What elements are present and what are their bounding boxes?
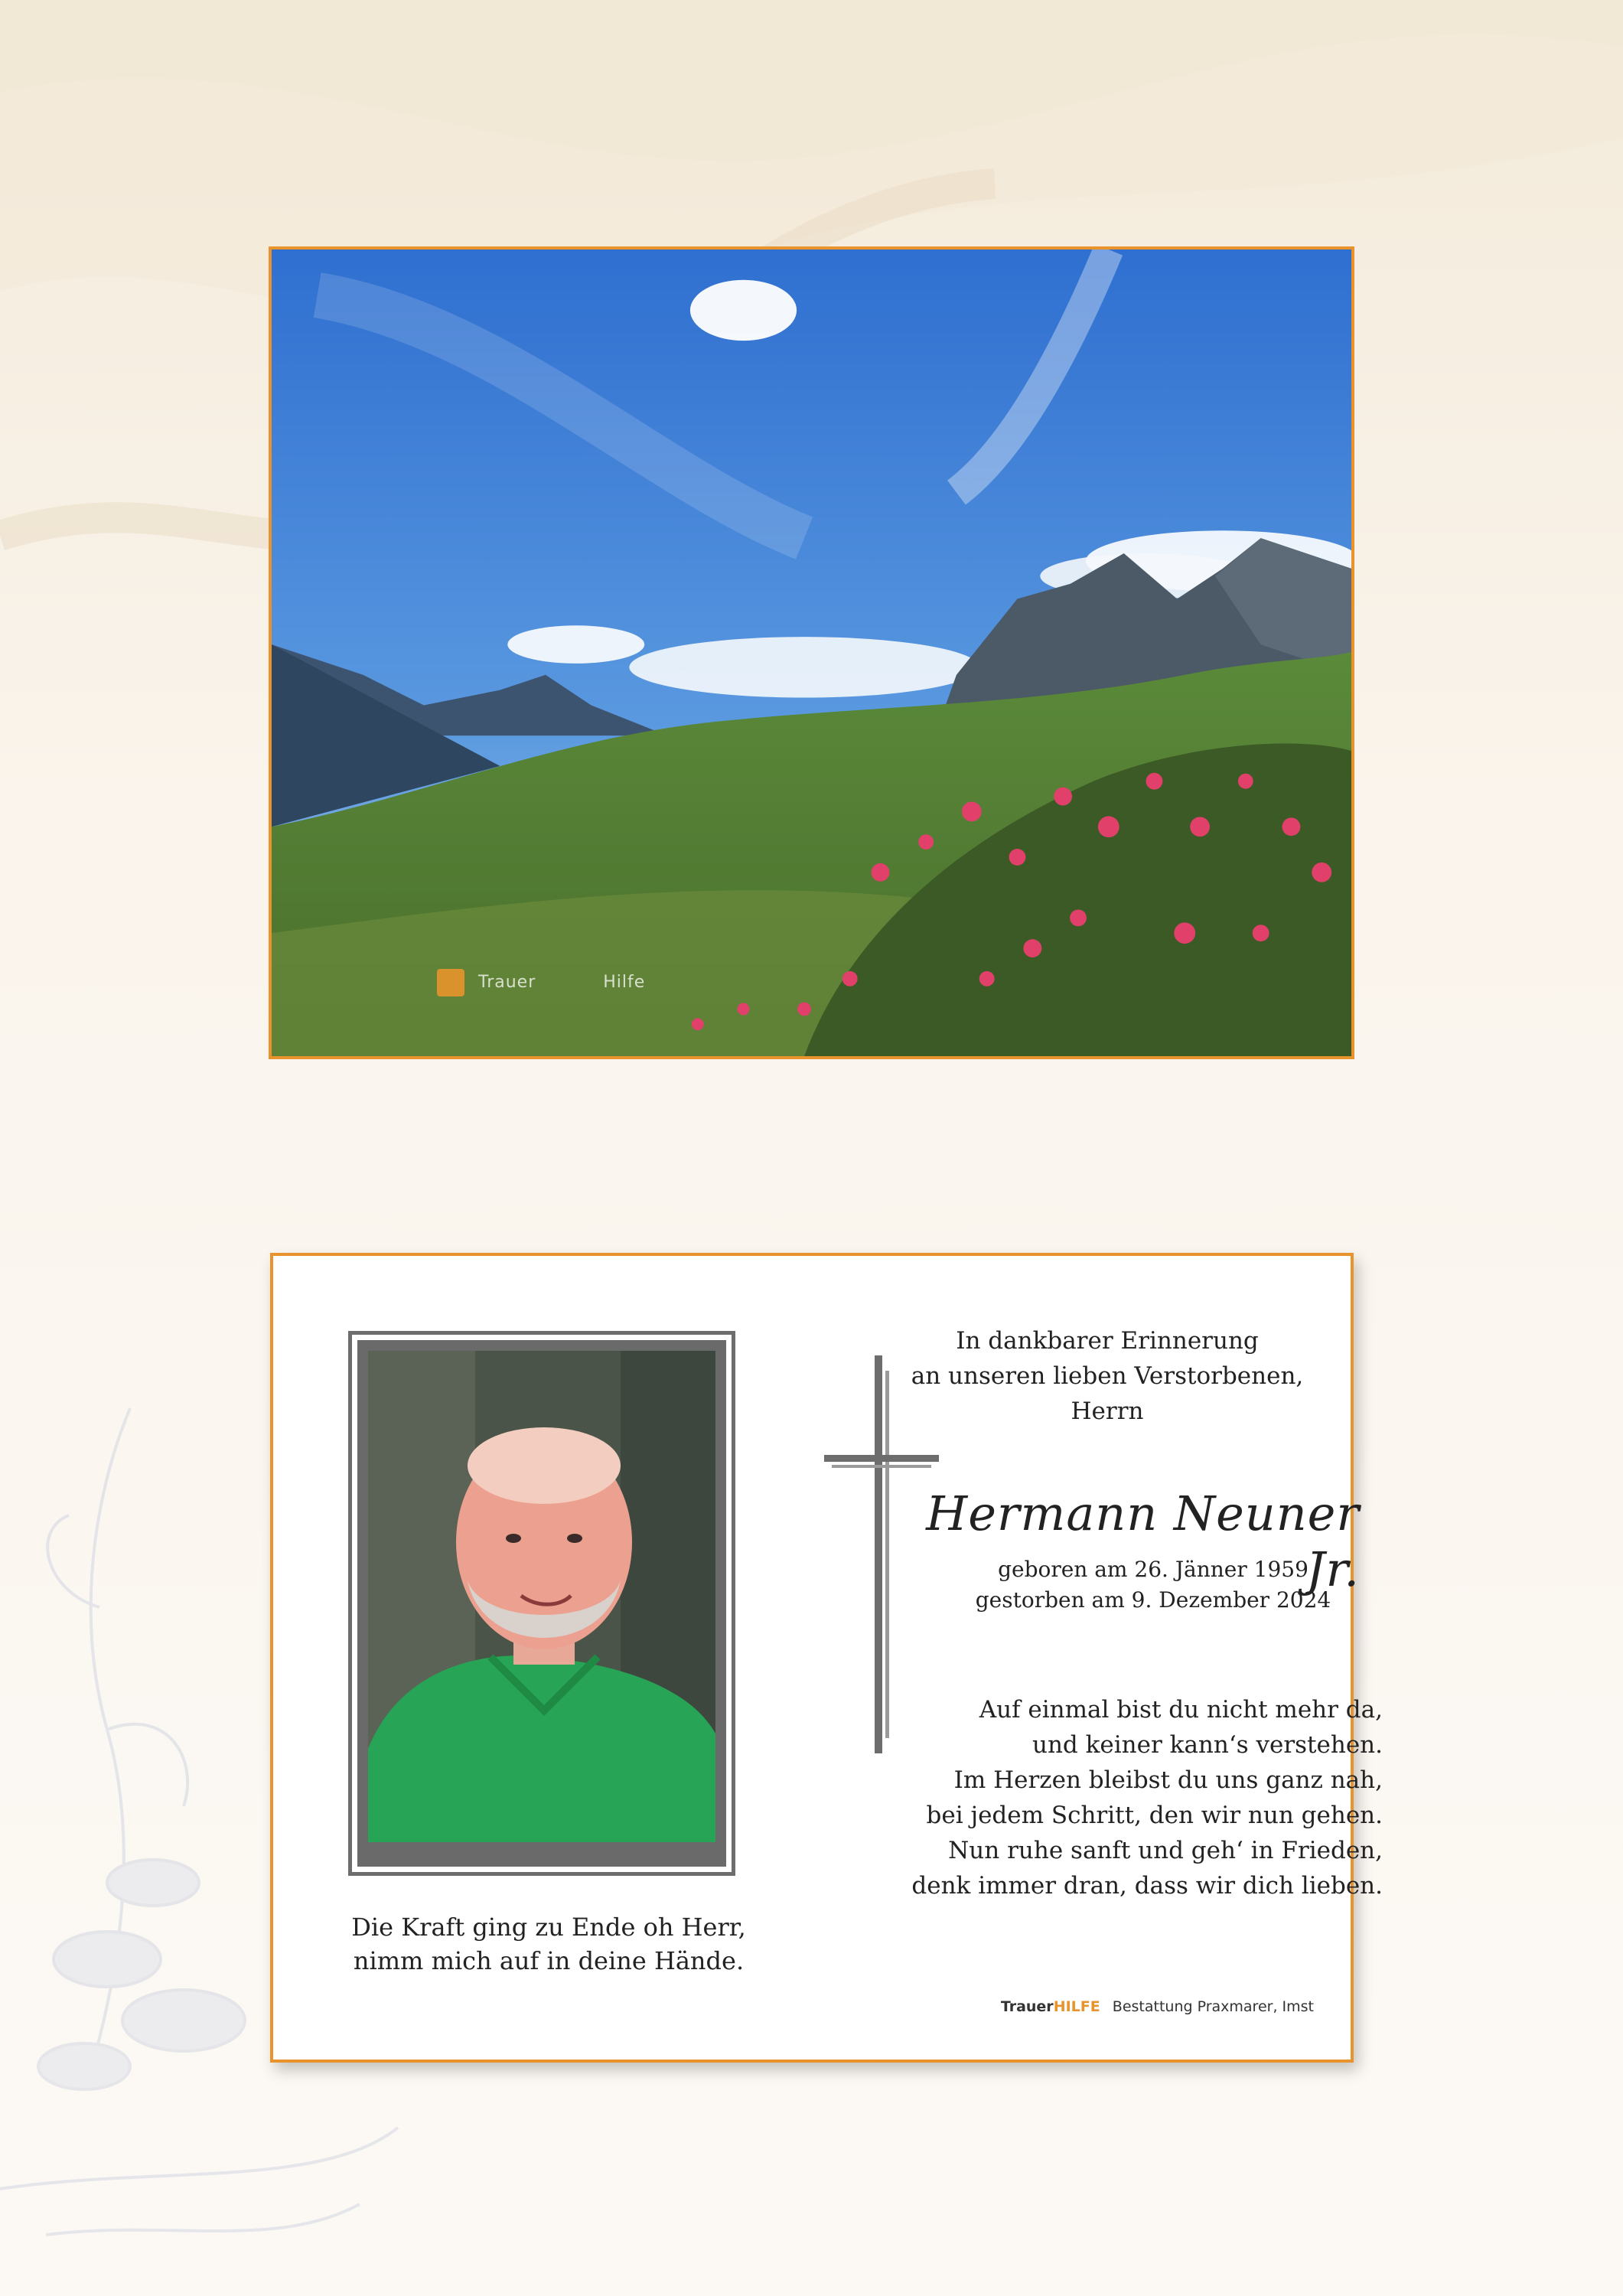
portrait-photo [368, 1351, 715, 1842]
funeral-home-credit: TrauerHILFE Bestattung Praxmarer, Imst [1000, 1998, 1314, 2015]
watermark: Trauer Hilfe [437, 969, 645, 996]
landscape-photo [269, 246, 1354, 1059]
memorial-card [270, 1253, 1383, 2063]
death-date: gestorben am 9. Dezember 2024 [975, 1587, 1331, 1613]
poem: Auf einmal bist du nicht mehr da, und keiner kann‘s verstehen. Im Herzen bleibst du uns ganz nah, bei jedem Schritt, den wir nun gehen. Nun ruhe sanft und geh‘ in Frieden, denk immer dran, dass wir dich lieben. [911, 1696, 1383, 1900]
left-quote: Die Kraft ging zu Ende oh Herr, nimm mich auf in deine Hände. [351, 1913, 746, 1975]
birth-date: geboren am 26. Jänner 1959 [998, 1557, 1309, 1582]
life-dates [931, 1554, 1375, 1616]
intro-text: In dankbarer Erinnerung an unseren lieben Verstorbenen, Herrn [911, 1327, 1304, 1425]
deceased-name: Hermann Neuner Jr. [926, 1486, 1360, 1597]
watermark-logo-icon [437, 969, 464, 996]
